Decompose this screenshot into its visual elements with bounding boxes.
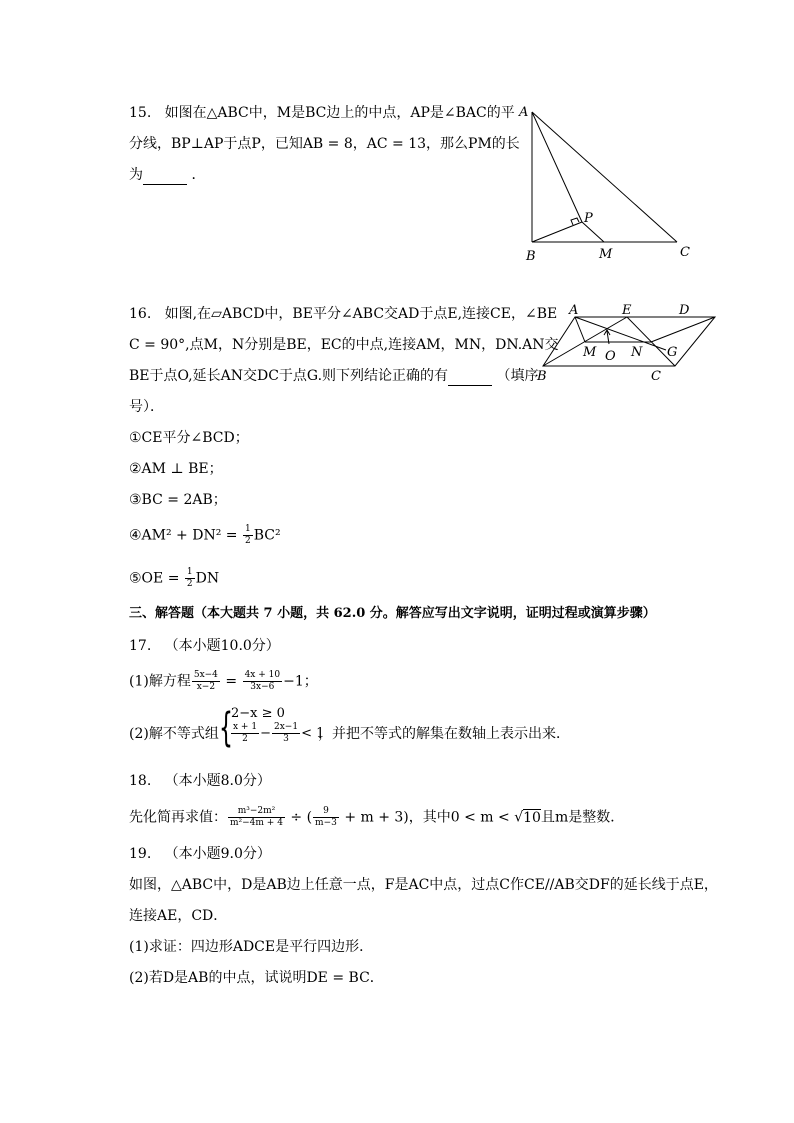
section-3-heading: 三、解答题（本大题共 7 小题，共 62.0 分。解答应写出文字说明，证明过程或演算步骤）: [129, 606, 656, 621]
q16-label-c: C: [651, 369, 661, 384]
q17-header: [129, 636, 280, 656]
fraction-denominator: 2: [244, 536, 251, 546]
q18-sqrt-value: 10: [523, 809, 541, 826]
q16-label-m: M: [583, 345, 597, 360]
q15-line1: [129, 103, 515, 123]
fraction-numerator: 1: [186, 567, 193, 577]
sqrt-icon: √: [514, 809, 524, 826]
fraction-denominator: 2: [242, 734, 248, 744]
q19-text-line2: 连接AE，CD．: [129, 908, 228, 924]
q15-text-line2: 分线，BP⊥AP于点P，已知AB = 8，AC = 13，那么PM的长: [129, 136, 520, 152]
q16-answer-blank[interactable]: [448, 371, 492, 386]
q16-option-3: ③BC = 2AB；: [129, 492, 227, 508]
q16-text-line1: 如图,在▱ABCD中，BE平分∠ABC交AD于点E,连接CE，∠BE: [164, 306, 558, 322]
q15-label-m: M: [599, 247, 613, 262]
q17-part1-equals: =: [225, 673, 238, 690]
q18-score: （本小题8.0分）: [164, 773, 271, 789]
q16-line3-post: （填序: [496, 368, 539, 384]
fraction-denominator: 3x−6: [250, 682, 275, 692]
q16-line-am: [575, 317, 585, 342]
fraction-numerator: x + 1: [233, 722, 258, 732]
q16-option-4: [129, 524, 281, 547]
q16-label-b: B: [537, 369, 547, 384]
q15-label-a: A: [519, 105, 529, 120]
q16-option-4-post: BC²: [253, 527, 281, 544]
q17-part1-pre: (1)解方程: [129, 673, 191, 690]
q15-number: 15.: [129, 105, 152, 121]
q17-part1: [129, 670, 318, 693]
fraction-denominator: m²−4m + 4: [230, 818, 283, 828]
q16-option-1: ①CE平分∠BCD；: [129, 430, 249, 446]
q17-part1-post: −1；: [283, 673, 318, 690]
q16-line1: [129, 304, 557, 324]
q16-label-g: G: [667, 345, 678, 360]
q19-header: [129, 844, 271, 864]
brace-icon: {: [219, 705, 233, 751]
q17-score: （本小题10.0分）: [164, 638, 280, 654]
q18-fraction-2: [313, 806, 339, 829]
q16-label-e: E: [622, 303, 632, 318]
q15-line-ap: [532, 112, 582, 222]
q17-part2-post: ，并把不等式的解集在数轴上表示出来．: [318, 726, 570, 742]
q19-part2: (2)若D是AB的中点，试说明DE = BC．: [129, 970, 384, 986]
q16-label-a: A: [569, 303, 579, 318]
q15-label-b: B: [526, 249, 536, 264]
q16-label-d: D: [679, 303, 690, 318]
q18-post: 且m是整数．: [540, 809, 625, 826]
q16-number: 16.: [129, 306, 152, 322]
q18-divide: ÷ (: [290, 809, 313, 826]
fraction-denominator: m−3: [315, 818, 337, 828]
q16-option-5-pre: ⑤OE =: [129, 570, 180, 587]
q17-part2-lt: < 1: [301, 726, 325, 741]
fraction-numerator: 9: [313, 806, 339, 818]
q16-option-5: [129, 567, 219, 590]
q16-label-o: O: [605, 349, 616, 364]
q17-part2-fraction-2: [272, 722, 300, 745]
q16-option-5-fraction: [185, 567, 195, 590]
q16-label-n: N: [631, 345, 643, 360]
q16-option-2: ②AM ⊥ BE；: [129, 461, 223, 477]
q16-option-5-post: DN: [195, 570, 220, 587]
q16-option-4-pre: ④AM² + DN² =: [129, 527, 238, 544]
q15-line3-post: ．: [191, 167, 206, 183]
q16-text-line4: 号）．: [129, 399, 164, 415]
q15-figure: [510, 100, 710, 265]
q15-label-p: P: [584, 211, 593, 226]
fraction-numerator: m³−2m²: [228, 806, 285, 818]
q15-answer-blank[interactable]: [143, 170, 187, 185]
q18-mid: + m + 3)，其中0 < m <: [344, 809, 510, 826]
fraction-numerator: 1: [244, 524, 251, 534]
q18-header: [129, 771, 271, 791]
q15-label-c: C: [680, 245, 690, 260]
q17-part2-pre: (2)解不等式组: [129, 726, 219, 742]
q15-side-ac: [532, 112, 677, 242]
q15-line-bp: [532, 222, 582, 242]
q18-pre: 先化简再求值：: [129, 809, 227, 826]
q16-line3-pre: BE于点O,延长AN交DC于点G.则下列结论正确的有: [129, 368, 449, 384]
q17-part2-row2: [230, 722, 324, 745]
fraction-numerator: 4x + 10: [244, 670, 281, 680]
q18-fraction-1: [228, 806, 285, 829]
fraction-denominator: 3: [283, 734, 289, 744]
q17-part2-fraction-1: [231, 722, 259, 745]
fraction-numerator: 2x−1: [273, 722, 299, 732]
q18-expression: [129, 806, 624, 829]
q19-part1: (1)求证：四边形ADCE是平行四边形．: [129, 939, 374, 955]
q17-part2-minus: −: [260, 726, 271, 741]
q17-part1-fraction-left: [192, 670, 220, 693]
q16-figure: [535, 300, 735, 385]
q18-number: 18.: [129, 773, 152, 789]
q17-number: 17.: [129, 638, 152, 654]
q17-part1-fraction-right: [243, 670, 283, 693]
fraction-denominator: 2: [186, 579, 193, 589]
q17-part2-row1: 2−x ≥ 0: [231, 706, 285, 721]
q16-option-4-fraction: [243, 524, 253, 547]
q19-text-line1: 如图，△ABC中，D是AB边上任意一点，F是AC中点，过点C作CE//AB交DF的延长线于点E，: [129, 877, 718, 893]
q16-line3: [129, 366, 539, 386]
q15-line3-pre: 为: [129, 167, 143, 183]
q19-number: 19.: [129, 846, 152, 862]
q15-text-line1: 如图在△ABC中，M是BC边上的中点，AP是∠BAC的平: [164, 105, 515, 121]
q15-line3: [129, 165, 205, 185]
fraction-numerator: 5x−4: [193, 670, 218, 680]
q19-score: （本小题9.0分）: [164, 846, 271, 862]
q16-text-line2: C = 90°,点M，N分别是BE，EC的中点,连接AM，MN，DN.AN交: [129, 337, 559, 353]
fraction-denominator: x−2: [196, 682, 216, 692]
